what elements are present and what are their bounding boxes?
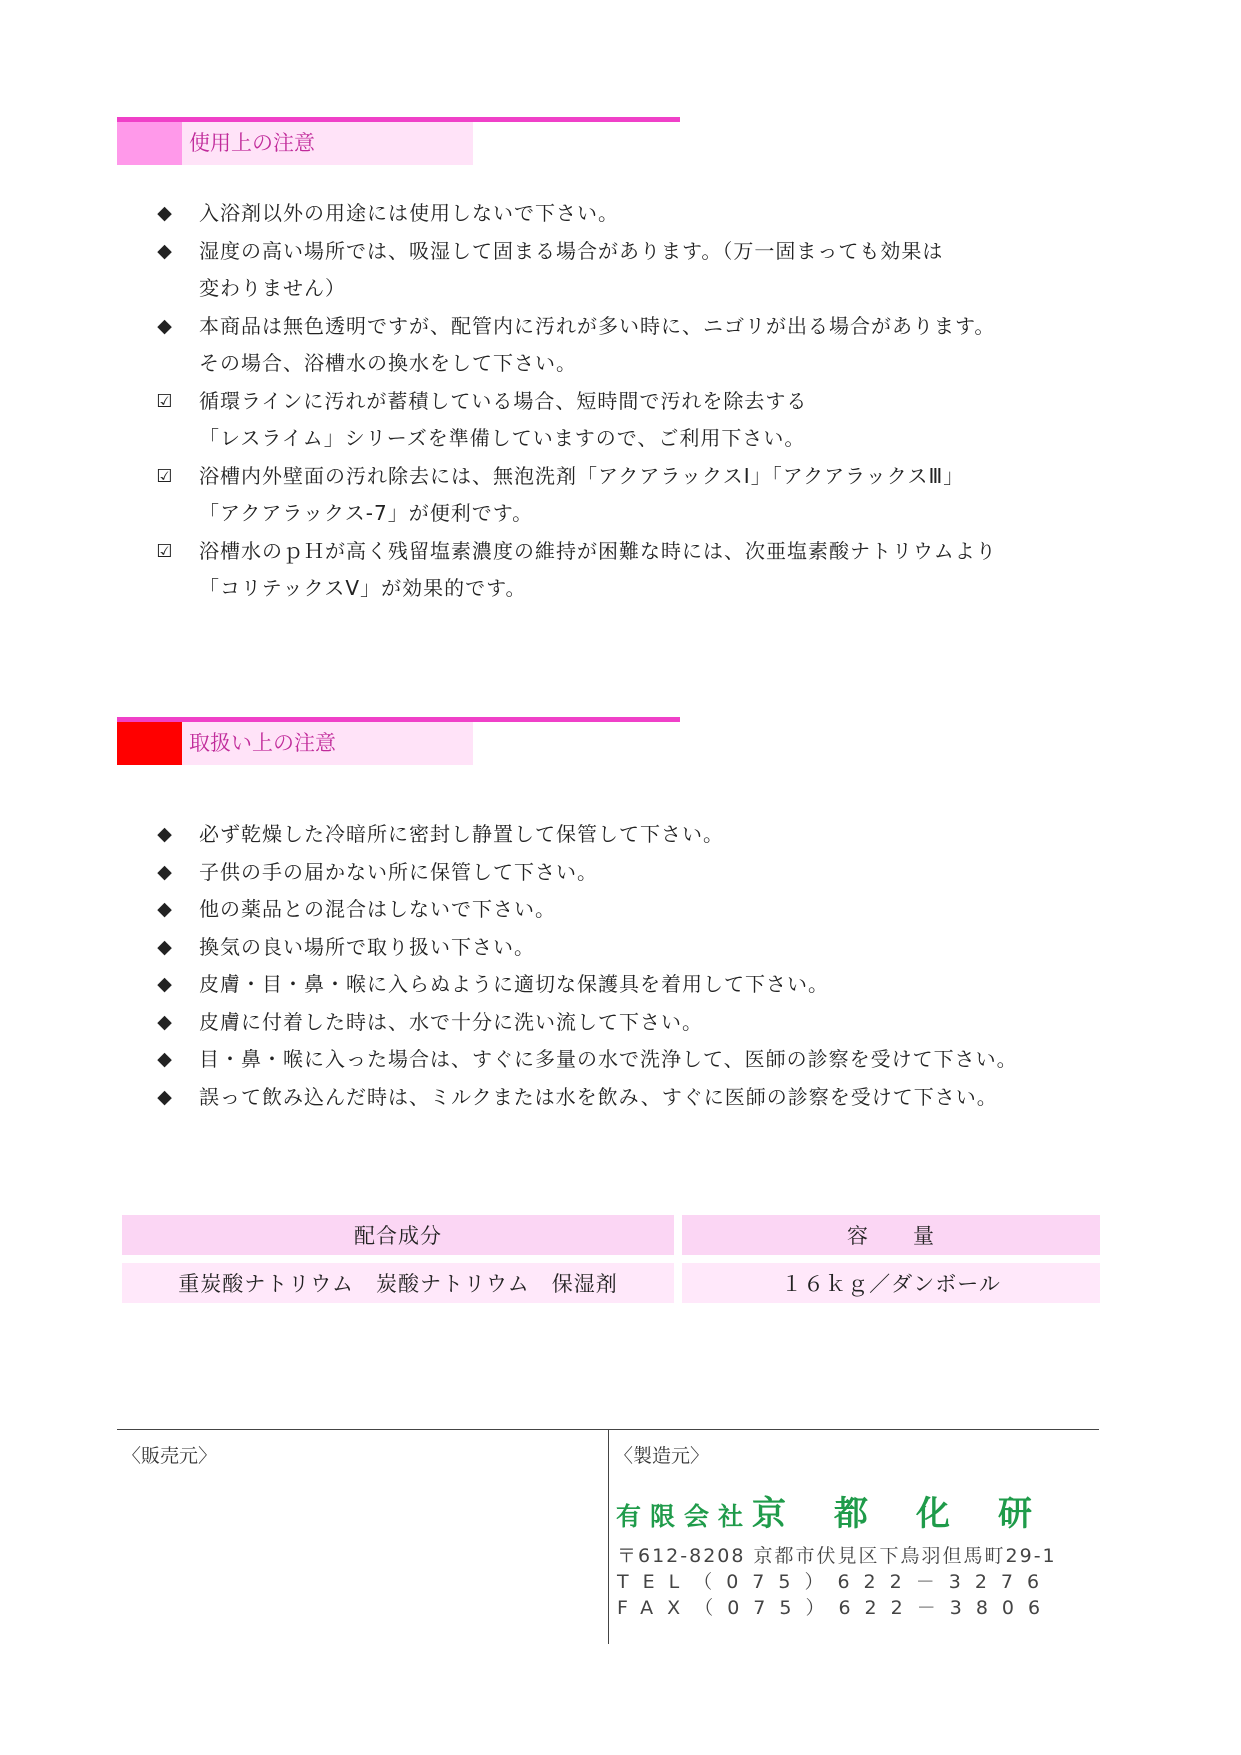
list-item-line: 換気の良い場所で取り扱い下さい。 bbox=[199, 934, 535, 959]
list-item-line: 本商品は無色透明ですが、配管内に汚れが多い時に、ニゴリが出る場合があります。 bbox=[199, 313, 996, 338]
diamond-bullet-icon: ◆ bbox=[157, 1048, 173, 1070]
diamond-bullet-icon: ◆ bbox=[157, 1085, 173, 1108]
diamond-bullet-icon: ◆ bbox=[157, 314, 173, 337]
company-name bbox=[616, 1486, 1080, 1535]
diamond-bullet-icon: ◆ bbox=[157, 823, 173, 845]
usage-section-header bbox=[117, 117, 680, 165]
maker-label: 〈製造元〉 bbox=[614, 1445, 710, 1467]
list-item bbox=[153, 854, 1113, 892]
list-item bbox=[153, 1004, 1113, 1042]
company-prefix: 有限会社 bbox=[616, 1502, 753, 1531]
list-item-line: 皮膚・目・鼻・喉に入らぬように適切な保護具を着用して下さい。 bbox=[199, 972, 829, 996]
list-item bbox=[153, 308, 1113, 383]
list-item bbox=[153, 458, 1113, 533]
seller-label: 〈販売元〉 bbox=[122, 1445, 218, 1467]
diamond-bullet-icon: ◆ bbox=[157, 860, 173, 883]
diamond-bullet-icon: ◆ bbox=[157, 898, 173, 920]
list-item-line: 浴槽内外壁面の汚れ除去には、無泡洗剤「アクアラックスⅠ」「アクアラックスⅢ」 bbox=[199, 463, 965, 488]
list-item-line: 目・鼻・喉に入った場合は、すぐに多量の水で洗浄して、医師の診察を受けて下さい。 bbox=[199, 1047, 1018, 1071]
list-item bbox=[153, 533, 1113, 608]
list-item bbox=[153, 195, 1113, 233]
list-item-line: 皮膚に付着した時は、水で十分に洗い流して下さい。 bbox=[199, 1009, 703, 1034]
table-cell-ingredients: 重炭酸ナトリウム 炭酸ナトリウム 保湿剤 bbox=[122, 1263, 674, 1303]
list-item-line: 他の薬品との混合はしないで下さい。 bbox=[199, 897, 556, 921]
list-item bbox=[153, 929, 1113, 967]
table-header-capacity: 容 量 bbox=[682, 1215, 1100, 1255]
table-header-ingredients: 配合成分 bbox=[122, 1215, 674, 1255]
section-color-block bbox=[117, 722, 182, 765]
company-main-name: 京都化研 bbox=[752, 1494, 1081, 1534]
list-item bbox=[153, 1041, 1113, 1079]
diamond-bullet-icon: ◆ bbox=[157, 935, 173, 958]
handling-section-header bbox=[117, 717, 680, 765]
list-item-line: 「アクアラックス-7」が便利です。 bbox=[199, 501, 534, 525]
footer-column-divider bbox=[608, 1429, 609, 1644]
usage-notes-list bbox=[153, 195, 1113, 608]
section-color-block bbox=[117, 122, 182, 165]
list-item bbox=[153, 383, 1113, 458]
checkbox-icon: ☑ bbox=[156, 465, 174, 487]
company-fax: FAX（075）622－3806 bbox=[617, 1597, 1055, 1619]
table-cell-capacity: １６ｋｇ／ダンボール bbox=[682, 1263, 1100, 1303]
list-item bbox=[153, 966, 1113, 1004]
list-item bbox=[153, 816, 1113, 854]
list-item-line: 誤って飲み込んだ時は、ミルクまたは水を飲み、すぐに医師の診察を受けて下さい。 bbox=[199, 1084, 998, 1109]
diamond-bullet-icon: ◆ bbox=[157, 239, 173, 262]
company-tel: TEL（075）622－3276 bbox=[617, 1571, 1054, 1593]
checkbox-icon: ☑ bbox=[156, 390, 174, 412]
list-item-line: その場合、浴槽水の換水をして下さい。 bbox=[199, 351, 577, 375]
list-item-line: 必ず乾燥した冷暗所に密封し静置して保管して下さい。 bbox=[199, 822, 724, 846]
list-item bbox=[153, 233, 1113, 308]
usage-section-title: 使用上の注意 bbox=[189, 131, 315, 155]
list-item-line: 湿度の高い場所では、吸湿して固まる場合があります。（万一固まっても効果は bbox=[199, 238, 944, 263]
diamond-bullet-icon: ◆ bbox=[157, 1010, 173, 1033]
list-item-line: 「コリテックスⅤ」が効果的です。 bbox=[199, 576, 527, 600]
list-item-line: 浴槽水のｐＨが高く残留塩素濃度の維持が困難な時には、次亜塩素酸ナトリウムより bbox=[199, 538, 997, 563]
list-item bbox=[153, 1079, 1113, 1117]
list-item-line: 変わりません） bbox=[199, 276, 346, 300]
list-item-line: 入浴剤以外の用途には使用しないで下さい。 bbox=[199, 201, 619, 225]
company-address: 〒612-8208 京都市伏見区下鳥羽但馬町29-1 bbox=[617, 1545, 1057, 1567]
list-item-line: 循環ラインに汚れが蓄積している場合、短時間で汚れを除去する bbox=[199, 388, 808, 413]
checkbox-icon: ☑ bbox=[156, 540, 174, 562]
list-item bbox=[153, 891, 1113, 929]
list-item-line: 「レスライム」シリーズを準備していますので、ご利用下さい。 bbox=[199, 426, 806, 450]
diamond-bullet-icon: ◆ bbox=[157, 202, 173, 224]
handling-notes-list bbox=[153, 816, 1113, 1116]
handling-section-title: 取扱い上の注意 bbox=[189, 731, 336, 755]
list-item-line: 子供の手の届かない所に保管して下さい。 bbox=[199, 859, 598, 884]
diamond-bullet-icon: ◆ bbox=[157, 973, 173, 995]
